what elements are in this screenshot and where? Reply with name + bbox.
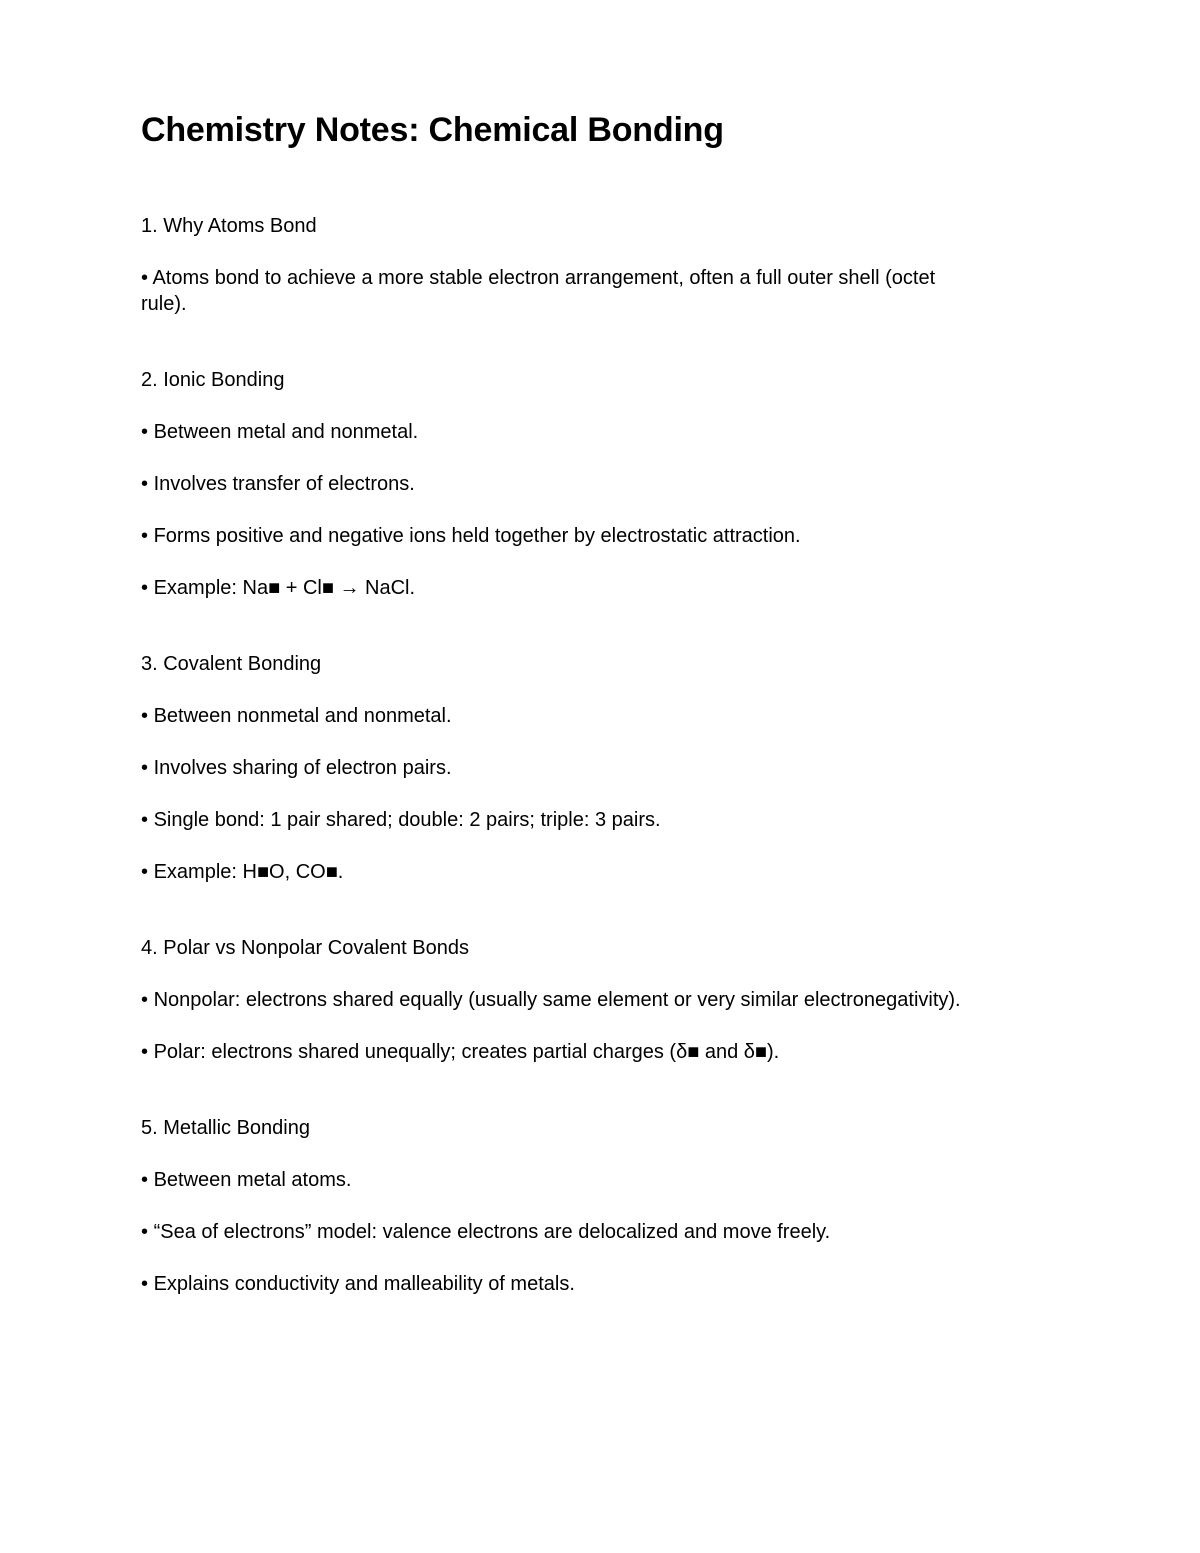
bullet-icon: • <box>141 809 149 831</box>
bullet-text: Example: Na■ + Cl■ → NaCl. <box>153 577 416 599</box>
bullet-text: Involves transfer of electrons. <box>153 473 415 495</box>
bullet-item <box>141 419 961 445</box>
bullet-icon: • <box>141 757 149 779</box>
bullet-icon: • <box>141 861 149 883</box>
bullet-text: “Sea of electrons” model: valence electrons are delocalized and move freely. <box>153 1221 831 1243</box>
bullet-text: Example: H■O, CO■. <box>153 861 344 883</box>
section-why-atoms-bond <box>141 213 1041 317</box>
bullet-icon: • <box>141 1221 149 1243</box>
bullet-item <box>141 859 961 885</box>
section-heading: 1. Why Atoms Bond <box>141 215 317 237</box>
bullet-icon: • <box>141 1169 149 1191</box>
bullet-item <box>141 1167 961 1193</box>
bullet-text: Between nonmetal and nonmetal. <box>153 705 452 727</box>
bullet-item <box>141 1039 961 1065</box>
bullet-icon: • <box>141 473 149 495</box>
bullet-text: Single bond: 1 pair shared; double: 2 pairs; triple: 3 pairs. <box>153 809 661 831</box>
bullet-text: Involves sharing of electron pairs. <box>153 757 452 779</box>
bullet-icon: • <box>141 577 149 599</box>
document-title: Chemistry Notes: Chemical Bonding <box>141 111 724 149</box>
document-page <box>141 108 1041 1297</box>
bullet-item <box>141 987 961 1013</box>
section-covalent-bonding <box>141 651 1041 885</box>
bullet-item <box>141 703 961 729</box>
bullet-text: Between metal atoms. <box>153 1169 352 1191</box>
bullet-icon: • <box>141 1273 149 1295</box>
bullet-icon: • <box>141 267 149 289</box>
bullet-text: Polar: electrons shared unequally; creates partial charges (δ■ and δ■). <box>153 1041 780 1063</box>
bullet-text: Explains conductivity and malleability of metals. <box>153 1273 575 1295</box>
section-polar-vs-nonpolar <box>141 935 1041 1065</box>
bullet-item <box>141 755 961 781</box>
bullet-icon: • <box>141 989 149 1011</box>
bullet-icon: • <box>141 705 149 727</box>
bullet-item <box>141 807 961 833</box>
bullet-icon: • <box>141 1041 149 1063</box>
bullet-icon: • <box>141 421 149 443</box>
bullet-item <box>141 575 961 601</box>
bullet-text: Atoms bond to achieve a more stable electron arrangement, often a full outer shell (octet rule). <box>141 267 936 315</box>
bullet-item <box>141 265 961 317</box>
bullet-text: Forms positive and negative ions held together by electrostatic attraction. <box>153 525 801 547</box>
bullet-item <box>141 1219 961 1245</box>
section-ionic-bonding <box>141 367 1041 601</box>
bullet-text: Nonpolar: electrons shared equally (usually same element or very similar electronegativity). <box>153 989 961 1011</box>
section-heading: 4. Polar vs Nonpolar Covalent Bonds <box>141 937 469 959</box>
bullet-item <box>141 471 961 497</box>
bullet-icon: • <box>141 525 149 547</box>
section-heading: 5. Metallic Bonding <box>141 1117 310 1139</box>
bullet-item <box>141 523 961 549</box>
section-heading: 3. Covalent Bonding <box>141 653 322 675</box>
section-heading: 2. Ionic Bonding <box>141 369 285 391</box>
bullet-item <box>141 1271 961 1297</box>
section-metallic-bonding <box>141 1115 1041 1297</box>
bullet-text: Between metal and nonmetal. <box>153 421 419 443</box>
